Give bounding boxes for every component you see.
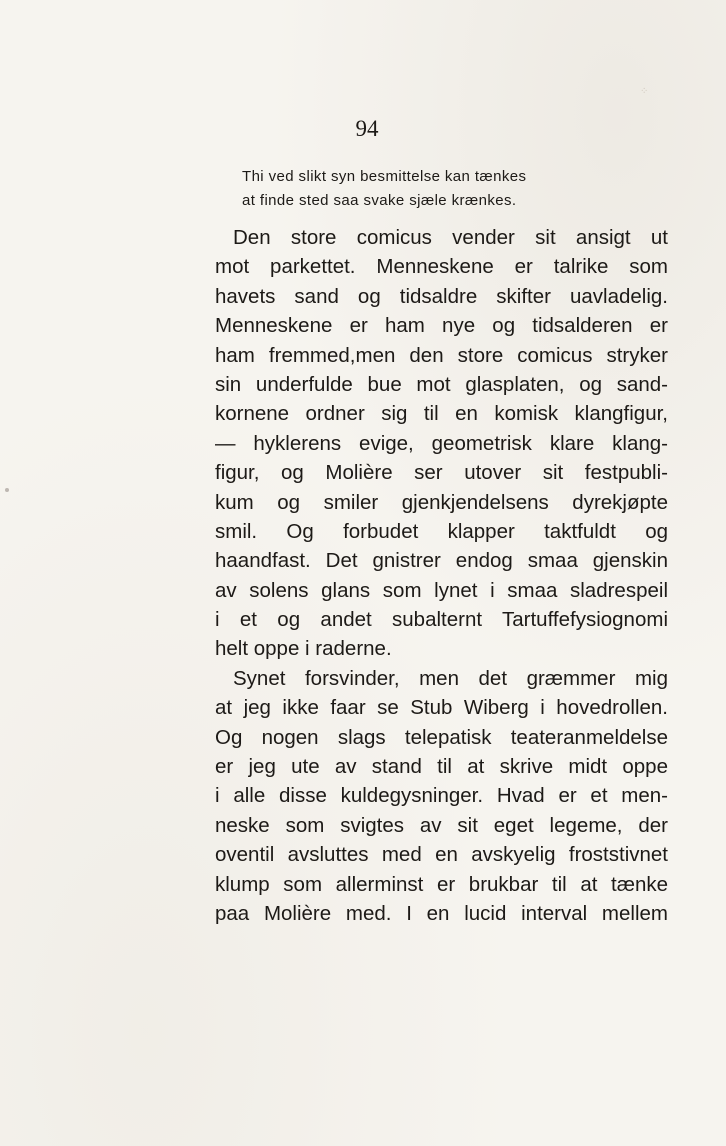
epigraph [242, 165, 526, 213]
text-line: i et og andet subalternt Tartuffefysiognomi [215, 608, 668, 632]
text-line: ham fremmed,men den store comicus stryker [215, 343, 668, 367]
text-line: sin underfulde bue mot glasplaten, og sand- [215, 372, 668, 396]
text-line: Menneskene er ham nye og tidsalderen er [215, 314, 668, 338]
text-line: figur, og Molière ser utover sit festpubli- [215, 461, 668, 485]
text-line: kum og smiler gjenkjendelsens dyrekjøpte [215, 490, 668, 514]
text-line: Den store comicus vender sit ansigt ut [233, 226, 668, 249]
text-line: Synet forsvinder, men det græmmer mig [233, 666, 668, 690]
text-line: neske som svigtes av sit eget legeme, der [215, 813, 668, 837]
text-line: mot parkettet. Menneskene er talrike som [215, 255, 668, 279]
text-line: havets sand og tidsaldre skifter uavladelig. [215, 284, 668, 308]
text-line: kornene ordner sig til en komisk klangfigur, [215, 402, 668, 426]
text-line: smil. Og forbudet klapper taktfuldt og [215, 519, 668, 543]
text-line: Og nogen slags telepatisk teateranmeldelse [215, 725, 668, 749]
text-line: av solens glans som lynet i smaa sladrespeil [215, 578, 668, 602]
text-line: er jeg ute av stand til at skrive midt oppe [215, 755, 668, 779]
margin-mark [5, 488, 9, 492]
paper-blemish: ⁘ [640, 86, 649, 97]
text-line: oventil avsluttes med en avskyelig froststivnet [215, 843, 668, 867]
epigraph-line: at finde sted saa svake sjæle krænkes. [242, 192, 517, 209]
text-line: i alle disse kuldegysninger. Hvad er et men- [215, 784, 668, 808]
page-number: 94 [355, 116, 379, 141]
text-line: at jeg ikke faar se Stub Wiberg i hovedrollen. [215, 696, 668, 720]
text-line: — hyklerens evige, geometrisk klare klang- [215, 431, 668, 455]
text-line: paa Molière med. I en lucid interval mellem [215, 901, 668, 925]
text-line: klump som allerminst er brukbar til at tænke [215, 872, 668, 896]
body-text [215, 223, 668, 928]
epigraph-line: Thi ved slikt syn besmittelse kan tænkes [242, 168, 527, 185]
text-line: helt oppe i raderne. [215, 637, 392, 661]
text-line: haandfast. Det gnistrer endog smaa gjenskin [215, 549, 668, 573]
